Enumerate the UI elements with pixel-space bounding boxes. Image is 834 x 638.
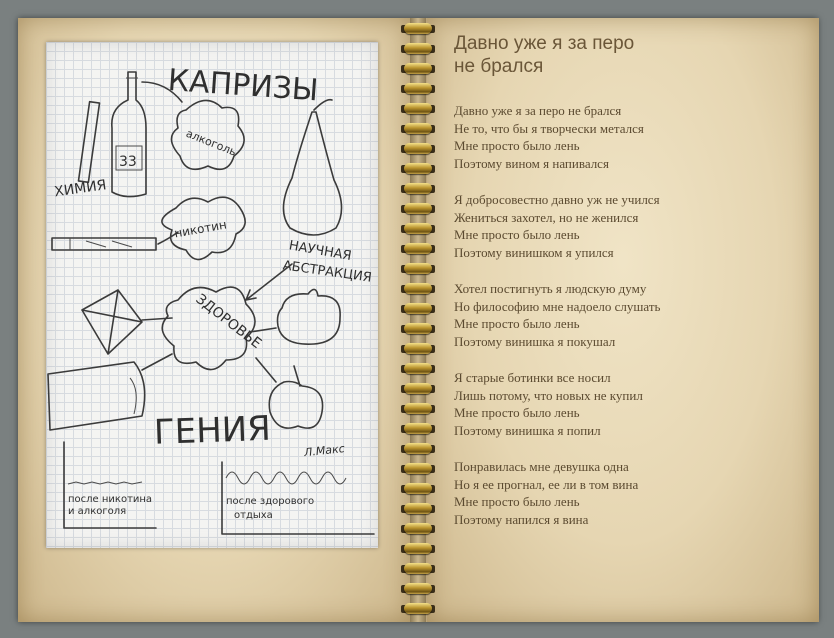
label-science-2: АБСТРАКЦИЯ (281, 258, 373, 286)
spiral-ring (400, 482, 436, 496)
stanza (454, 369, 794, 439)
spiral-ring (400, 542, 436, 556)
poem-line: Мне просто было лень (454, 316, 580, 331)
graph-right-label-1: после здорового (226, 496, 315, 507)
spiral-ring (400, 262, 436, 276)
spiral-ring (400, 282, 436, 296)
label-science-1: НАУЧНАЯ (287, 238, 353, 265)
sausage-drawing (48, 362, 145, 430)
spiral-ring (400, 202, 436, 216)
label-alcohol: алкоголь (184, 126, 239, 159)
spiral-ring (400, 62, 436, 76)
poem-line: Поэтому винишка я покушал (454, 333, 616, 349)
spiral-ring (400, 242, 436, 256)
spiral-ring (400, 302, 436, 316)
label-health: ЗДОРОВЬЕ (192, 291, 265, 353)
chalk-stick (78, 102, 99, 183)
spiral-ring (400, 422, 436, 436)
poem-title-line: Давно уже я за перо (454, 33, 635, 54)
arrow-apple (256, 358, 276, 382)
poem-line: Но философию мне надоело слушать (454, 298, 661, 314)
poem-line: Мне просто было лень (454, 405, 580, 420)
sketch-title: КАПРИЗЫ (166, 62, 320, 109)
spiral-ring (400, 402, 436, 416)
poem-line: Жениться захотел, но не женился (454, 209, 639, 225)
poem-line: Я добросовестно давно уж не учился (454, 192, 660, 207)
sausage-cut (130, 378, 136, 414)
arrow-sausage (142, 354, 172, 370)
crystal-drawing (82, 290, 142, 354)
poem-line: Понравилась мне девушка одна (454, 459, 629, 474)
left-page (18, 18, 411, 622)
spiral-ring (400, 342, 436, 356)
poem-line: Поэтому напился я вина (454, 511, 589, 527)
spiral-ring (400, 222, 436, 236)
bottle-drawing (112, 72, 146, 197)
spiral-ring (400, 382, 436, 396)
spiral-binding (400, 22, 436, 622)
sketch-drawing (46, 42, 378, 548)
apple-drawing (269, 366, 322, 428)
spiral-ring (400, 142, 436, 156)
poem-line: Хотел постигнуть я людскую думу (454, 281, 647, 296)
spiral-ring (400, 82, 436, 96)
poem-line: Лишь потому, что новых не купил (454, 387, 643, 403)
spiral-ring (400, 562, 436, 576)
label-genius: ГЕНИЯ (153, 408, 272, 453)
label-nicotine: никотин (173, 217, 228, 241)
poem-line: Поэтому винишка я попил (454, 422, 601, 438)
stanza (454, 280, 794, 350)
poem-title (454, 32, 794, 78)
spiral-ring (400, 602, 436, 616)
arrow-to-health (246, 264, 292, 300)
stanza (454, 191, 794, 261)
poem-line: Я старые ботинки все носил (454, 370, 611, 385)
poem-line: Но я ее прогнал, ее ли в том вина (454, 476, 639, 492)
poem (454, 32, 794, 547)
cigarette-drawing (52, 238, 156, 250)
poem-line: Мне просто было лень (454, 227, 580, 242)
pear-drawing (283, 100, 341, 235)
stanza (454, 102, 794, 172)
label-chemistry: ХИМИЯ (53, 177, 108, 201)
spiral-ring (400, 322, 436, 336)
arrow-crystal (142, 318, 172, 320)
pumpkin-drawing (278, 289, 341, 344)
signature: Л.Макс (303, 442, 346, 460)
spiral-ring (400, 182, 436, 196)
sketch-photo (46, 42, 378, 548)
spiral-ring (400, 122, 436, 136)
spiral-ring (400, 582, 436, 596)
spiral-ring (400, 522, 436, 536)
graph-right-label-2: отдыха (234, 510, 273, 521)
spiral-ring (400, 42, 436, 56)
poem-line: Поэтому винишком я упился (454, 244, 614, 260)
spiral-ring (400, 442, 436, 456)
spiral-ring (400, 362, 436, 376)
poem-title-line: не брался (454, 56, 544, 77)
poem-line: Мне просто было лень (454, 494, 580, 509)
poem-line: Поэтому вином я напивался (454, 155, 609, 171)
graph-left-label-2: и алкоголя (68, 506, 127, 517)
spiral-ring (400, 22, 436, 36)
poem-line: Мне просто было лень (454, 138, 580, 153)
stanza (454, 458, 794, 528)
bottle-label: 33 (119, 154, 137, 170)
spiral-ring (400, 502, 436, 516)
spiral-ring (400, 102, 436, 116)
poem-line: Не то, что бы я творчески метался (454, 120, 644, 136)
graph-left-label-1: после никотина (68, 494, 153, 505)
poem-line: Давно уже я за перо не брался (454, 103, 622, 118)
spiral-ring (400, 162, 436, 176)
spiral-ring (400, 462, 436, 476)
